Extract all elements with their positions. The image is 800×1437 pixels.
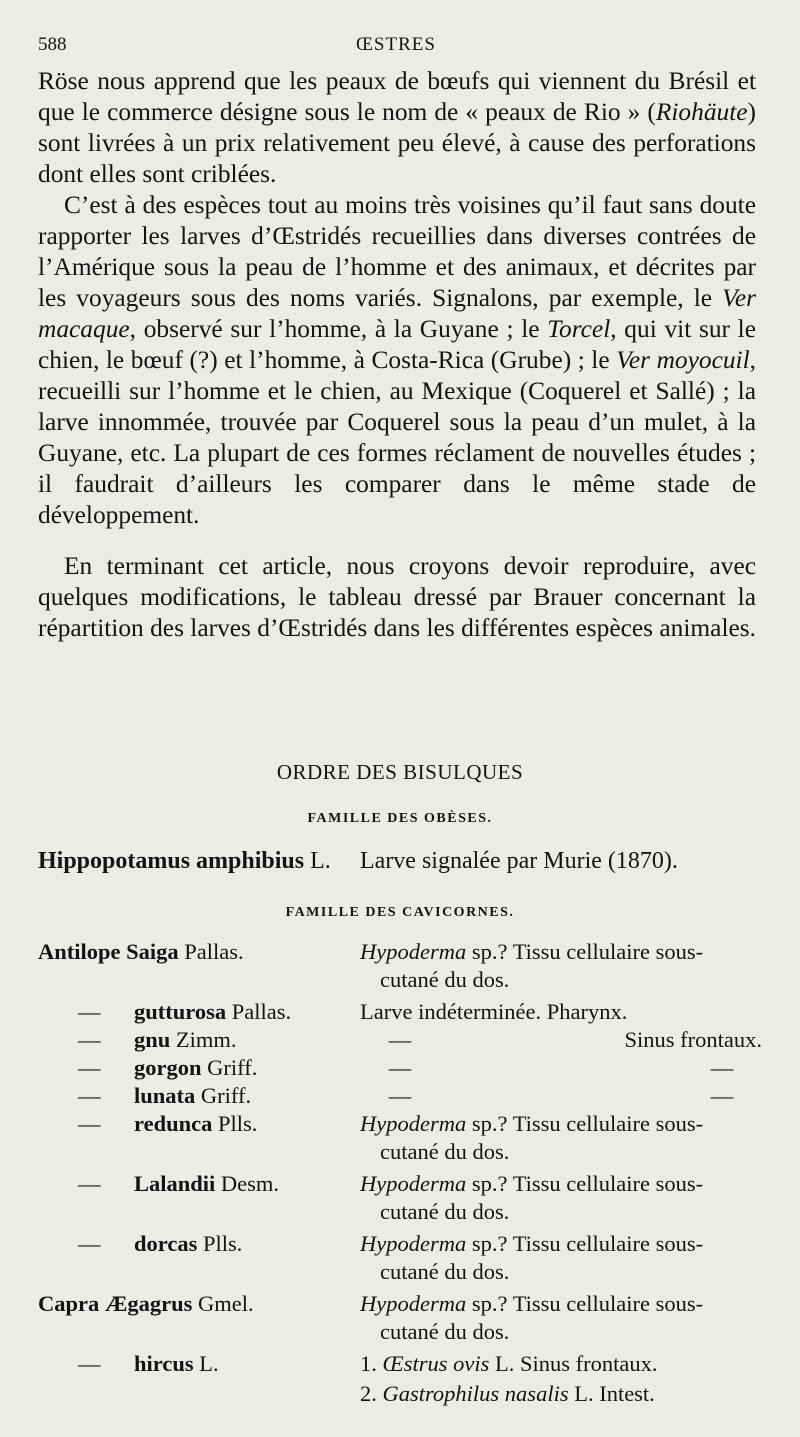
ditto-dash: — [78,1083,101,1108]
italic-term: Ver moyocuil [616,346,750,374]
page-number: 588 [38,34,67,55]
table-row [38,1290,762,1346]
table-row [38,998,762,1026]
parasite-genus: Hypoderma [360,1291,467,1316]
ditto-mark: — [710,1055,734,1080]
paragraph-1 [38,66,756,190]
ditto-dash: — [78,1027,101,1052]
italic-term: Ver macaque [38,284,756,343]
parasite-item-1 [360,1350,762,1378]
author: Griff. [195,1083,252,1108]
parasite-info [360,1082,762,1110]
host-name [78,998,398,1026]
parasite-genus: Hypoderma [360,1111,467,1136]
species: lunata [134,1083,196,1108]
hippo-row [38,848,758,875]
italic-term: Riohäute [655,98,748,126]
table-row [38,938,762,994]
parasite-detail-cont: cutané du dos. [380,1319,510,1344]
parasite-genus: Hypoderma [360,1171,467,1196]
table-row [38,1230,762,1286]
author: L. [193,1351,219,1376]
parasite-item-2 [360,1380,762,1408]
item-number: 2. [360,1381,383,1406]
parasite-detail: sp.? Tissu cellulaire sous- [466,1231,704,1256]
parasite-detail: sp.? Tissu cellulaire sous- [466,1171,704,1196]
table-row [38,1054,762,1082]
parasite-genus: Hypoderma [360,1231,467,1256]
parasite-detail-cont: cutané du dos. [380,1199,510,1224]
parasite-name: Œstrus ovis [382,1351,490,1376]
italic-term: Torcel [547,315,611,343]
parasite-detail: L. Intest. [568,1381,655,1406]
paragraph-2 [38,190,756,531]
host-name [78,1170,398,1198]
parasite-detail: L. Sinus frontaux. [489,1351,658,1376]
ditto-dash: — [78,1231,101,1256]
table-row [38,1350,762,1408]
order-heading: ORDRE DES BISULQUES [276,760,524,784]
author: Gmel. [192,1291,254,1316]
author: Pallas. [178,939,244,964]
parasite-info [360,1170,762,1226]
table-row [38,1170,762,1226]
text-run: C’est à des espèces tout au moins très voisines qu’il faut sans doute rapporter les larves d’Œstridés recueillies dans diverses contrées de l’Amérique sous la peau de l’homme et des animaux, et décrites par les voyageurs sous des noms variés. Signalons, par exemple, le [38,191,756,312]
parasite-detail-cont: cutané du dos. [380,1259,510,1284]
host-name [78,1082,398,1110]
parasite-info [360,1054,762,1082]
host-name [78,1026,398,1054]
running-title: ŒSTRES [356,34,436,55]
family-heading-obeses: FAMILLE DES OBÈSES. [307,811,493,826]
host-name [38,1290,358,1318]
parasite-info: Larve indéterminée. Pharynx. [360,999,628,1024]
species-name: Hippopotamus amphibius [38,848,305,874]
ditto-dash: — [78,1111,101,1136]
species: gorgon [134,1055,202,1080]
parasite-name: Gastrophilus nasalis [382,1381,569,1406]
parasite-info [360,1110,762,1166]
host-name [38,938,358,966]
author: Plls. [212,1111,258,1136]
parasite-detail-cont: cutané du dos. [380,1139,510,1164]
parasite-detail: sp.? Tissu cellulaire sous- [466,939,704,964]
species: hircus [134,1351,194,1376]
author: Plls. [197,1231,243,1256]
text-run: , observé sur l’homme, à la Guyane ; le [129,315,548,343]
ditto-mark: — [710,1083,734,1108]
family-heading-cavicornes: FAMILLE DES CAVICORNES. [285,905,515,920]
author: Griff. [201,1055,258,1080]
parasite-info [360,1026,762,1054]
parasite-info [360,1230,762,1286]
paragraph-3: En terminant cet article, nous croyons devoir reproduire, avec quelques modifications, le tableau dressé par Brauer concernant la répartition des larves d’Œstridés dans les différentes espèces animales. [38,552,756,642]
parasite-detail: sp.? Tissu cellulaire sous- [466,1111,704,1136]
host-name [78,1230,398,1258]
text-run: , qui vit sur le chien, le bœuf (?) et l’homme, à Costa-Rica (Grube) ; le [38,315,757,374]
genus: Capra [38,1291,100,1316]
ditto-mark: — [388,1027,412,1052]
author: Zimm. [170,1027,237,1052]
ditto-dash: — [78,1171,101,1196]
author: Pallas. [226,999,292,1024]
table-row [38,1026,762,1054]
table-row [38,1110,762,1166]
species: Ægagrus [99,1291,193,1316]
ditto-mark: — [388,1055,412,1080]
host-name [78,1054,398,1082]
parasite-detail: sp.? Tissu cellulaire sous- [466,1291,704,1316]
table-row [38,1082,762,1110]
text-run: ) sont livrées à un prix relativement peu élevé, à cause des perforations dont elles sont criblées. [38,98,756,188]
genus: Antilope [38,939,121,964]
ditto-dash: — [78,1351,101,1376]
parasite-detail: Sinus frontaux. [624,1027,762,1052]
host-name [78,1350,398,1378]
parasite-genus: Hypoderma [360,939,467,964]
author: Desm. [215,1171,280,1196]
item-number: 1. [360,1351,383,1376]
parasite-detail-cont: cutané du dos. [380,967,510,992]
species: gnu [134,1027,171,1052]
species: gutturosa [134,999,227,1024]
species: Saiga [126,939,179,964]
species: Lalandii [134,1171,216,1196]
ditto-mark: — [388,1083,412,1108]
parasite-info [360,938,762,994]
species-author: L. [304,848,331,874]
parasite-info [360,1350,762,1408]
hippo-note: Larve signalée par Murie (1870). [360,848,678,874]
body-text [38,66,756,644]
ditto-dash: — [78,1055,101,1080]
species: dorcas [134,1231,198,1256]
text-run: , recueilli sur l’homme et le chien, au Mexique (Coquerel et Sallé) ; la larve innommée, trouvée par Coquerel sous la peau d’un mulet, à la Guyane, etc. La plupart de ces formes réclament de nouvelles études ; il faudrait d’ailleurs les comparer dans le même stade de développement. [38,346,757,529]
ditto-dash: — [78,999,101,1024]
page-header [38,34,754,58]
species: redunca [134,1111,213,1136]
parasite-info [360,1290,762,1346]
text-run: Röse nous apprend que les peaux de bœufs qui viennent du Brésil et que le commerce désigne sous le nom de « peaux de Rio » ( [38,67,756,126]
host-parasite-table [38,938,762,1408]
host-name [78,1110,398,1138]
